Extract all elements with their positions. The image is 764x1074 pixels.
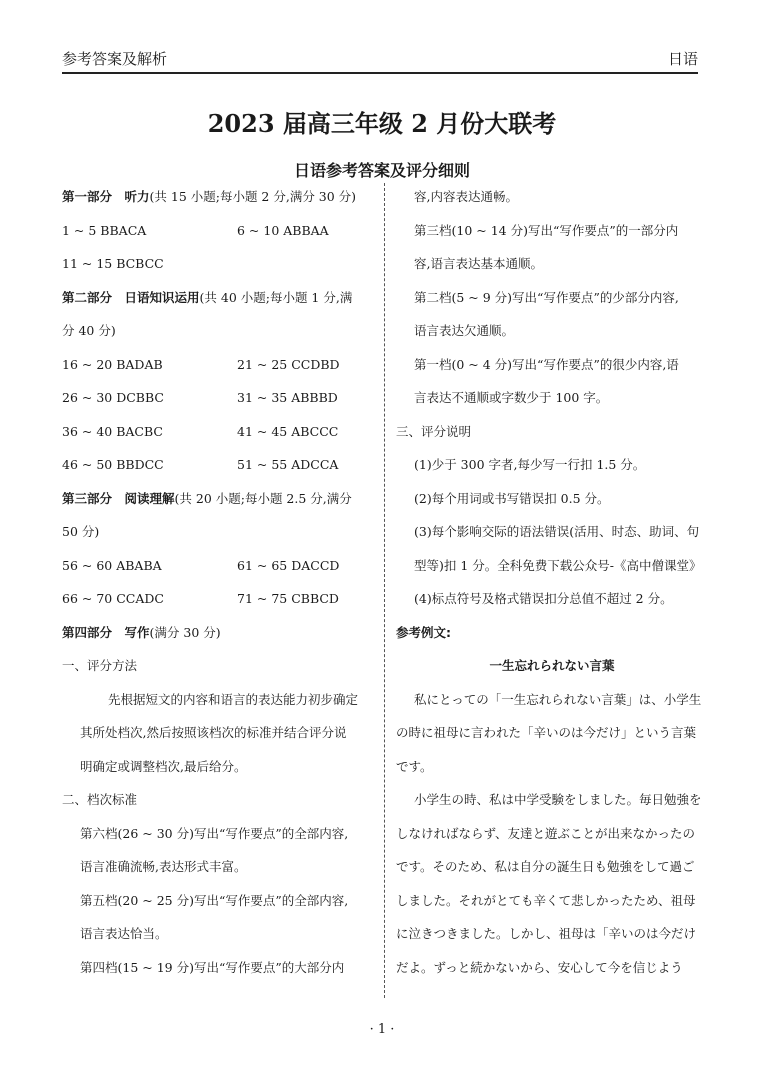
left-column xyxy=(62,183,374,987)
grade-text: 容,语言表达基本通顺。 xyxy=(414,256,543,271)
answer-group: 61 ~ 65 DACCD xyxy=(237,557,340,573)
grade-text: 语言表达恰当。 xyxy=(80,926,168,941)
grade-text: 第二档(5 ~ 9 分)写出“写作要点”的少部分内容, xyxy=(414,289,679,305)
essay-line: しなければならず、友達と遊ぶことが出来なかったの xyxy=(396,825,696,841)
part1-desc: (共 15 小题;每小题 2 分,满分 30 分) xyxy=(149,189,357,204)
essay-line: しました。それがとても辛くて悲しかったため、祖母 xyxy=(396,892,696,908)
column-divider xyxy=(384,183,385,998)
part4-desc: (满分 30 分) xyxy=(149,624,221,640)
answer-row xyxy=(62,250,374,284)
part2-desc: (共 40 小题;每小题 1 分,满 xyxy=(199,289,353,305)
grade-text: 语言表达欠通顺。 xyxy=(414,323,515,338)
page-header xyxy=(62,46,698,70)
grade-text: 容,内容表达通畅。 xyxy=(414,189,518,204)
essay-line: 私にとっての「一生忘れられない言葉」は、小学生 xyxy=(414,691,702,707)
header-doc-type: 参考答案及解析 xyxy=(62,50,168,68)
part2-desc-cont: 分 40 分) xyxy=(62,323,116,338)
scoring-rule: (3)每个影响交际的语法错误(活用、时态、助词、句 xyxy=(414,524,700,539)
answer-row xyxy=(62,585,374,619)
header-subject: 日语 xyxy=(667,50,698,68)
answer-group: 46 ~ 50 BBDCC xyxy=(62,457,164,472)
part3-desc-cont: 50 分) xyxy=(62,524,100,539)
grade-text: 第四档(15 ~ 19 分)写出“写作要点”的大部分内 xyxy=(80,959,345,975)
answer-group: 26 ~ 30 DCBBC xyxy=(62,390,164,405)
part4-title: 第四部分 写作 xyxy=(62,624,150,640)
essay-line: に泣きつきました。しかし、祖母は「辛いのは今だけ xyxy=(396,926,697,941)
answer-group: 11 ~ 15 BCBCC xyxy=(62,256,164,271)
answer-group: 66 ~ 70 CCADC xyxy=(62,591,164,606)
answer-row xyxy=(62,384,374,418)
grade-text: 第一档(0 ~ 4 分)写出“写作要点”的很少内容,语 xyxy=(414,356,679,372)
scoring-rule: 型等)扣 1 分。全科免费下载公众号-《高中僧课堂》 xyxy=(414,557,702,573)
part4-heading xyxy=(62,619,374,653)
answer-group: 56 ~ 60 ABABA xyxy=(62,557,162,573)
grade-text: 第五档(20 ~ 25 分)写出“写作要点”的全部内容, xyxy=(80,892,349,908)
right-column xyxy=(396,183,708,987)
answer-row xyxy=(62,351,374,385)
part2-title: 第二部分 日语知识运用 xyxy=(62,289,200,305)
answer-row xyxy=(62,217,374,251)
grade-text: 第六档(26 ~ 30 分)写出“写作要点”的全部内容, xyxy=(80,825,349,841)
essay-line: の時に祖母に言われた「辛いのは今だけ」という言葉 xyxy=(396,725,697,740)
scoring-rule: (1)少于 300 字者,每少写一行扣 1.5 分。 xyxy=(414,457,646,472)
essay-line: 小学生の時、私は中学受験をしました。毎日勉強を xyxy=(414,792,702,807)
part1-title: 第一部分 听力 xyxy=(62,189,150,204)
essay-line: だよ。ずっと続かないから、安心して今を信じよう xyxy=(396,959,683,975)
scoring-rule: (2)每个用词或书写错误扣 0.5 分。 xyxy=(414,490,610,506)
answer-group: 16 ~ 20 BADAB xyxy=(62,356,163,372)
answer-group: 21 ~ 25 CCDBD xyxy=(237,356,340,372)
grade-text: 第三档(10 ~ 14 分)写出“写作要点”的一部分内 xyxy=(414,222,679,238)
method-heading: 一、评分方法 xyxy=(62,658,138,673)
scoring-heading: 三、评分说明 xyxy=(396,423,472,439)
answer-group: 36 ~ 40 BACBC xyxy=(62,423,163,439)
answer-key-subtitle: 日语参考答案及评分细则 xyxy=(293,161,470,180)
exam-title: 2023 届高三年级 2 月份大联考 xyxy=(207,109,557,138)
method-text: 先根据短文的内容和语言的表达能力初步确定 xyxy=(108,691,359,707)
answer-group: 1 ~ 5 BBACA xyxy=(62,222,147,238)
part2-heading xyxy=(62,284,374,318)
answer-group: 71 ~ 75 CBBCD xyxy=(237,591,339,606)
essay-line: です。そのため、私は自分の誕生日も勉強をして過ご xyxy=(396,859,695,874)
essay-line: です。 xyxy=(396,758,433,774)
answer-group: 31 ~ 35 ABBBD xyxy=(237,390,338,405)
header-rule xyxy=(62,72,698,74)
part3-desc: (共 20 小题;每小题 2.5 分,满分 xyxy=(174,490,352,506)
scoring-rule: (4)标点符号及格式错误扣分总值不超过 2 分。 xyxy=(414,591,673,606)
grade-heading: 二、档次标准 xyxy=(62,792,138,807)
answer-group: 51 ~ 55 ADCCA xyxy=(237,457,339,472)
page-number: · 1 · xyxy=(369,1022,395,1037)
part1-heading xyxy=(62,183,374,217)
essay-title: 一生忘れられない言葉 xyxy=(489,658,615,673)
grade-text: 语言准确流畅,表达形式丰富。 xyxy=(80,859,247,874)
method-text: 其所处档次,然后按照该档次的标准并结合评分说 xyxy=(80,725,347,740)
answer-row xyxy=(62,418,374,452)
grade-text: 言表达不通顺或字数少于 100 字。 xyxy=(414,390,609,405)
sample-essay-heading: 参考例文: xyxy=(396,624,451,640)
part3-heading xyxy=(62,485,374,519)
answer-row xyxy=(62,451,374,485)
method-text: 明确定或调整档次,最后给分。 xyxy=(80,758,247,774)
answer-row xyxy=(62,552,374,586)
answer-group: 41 ~ 45 ABCCC xyxy=(237,423,339,439)
answer-group: 6 ~ 10 ABBAA xyxy=(237,222,329,238)
part3-title: 第三部分 阅读理解 xyxy=(62,490,175,506)
